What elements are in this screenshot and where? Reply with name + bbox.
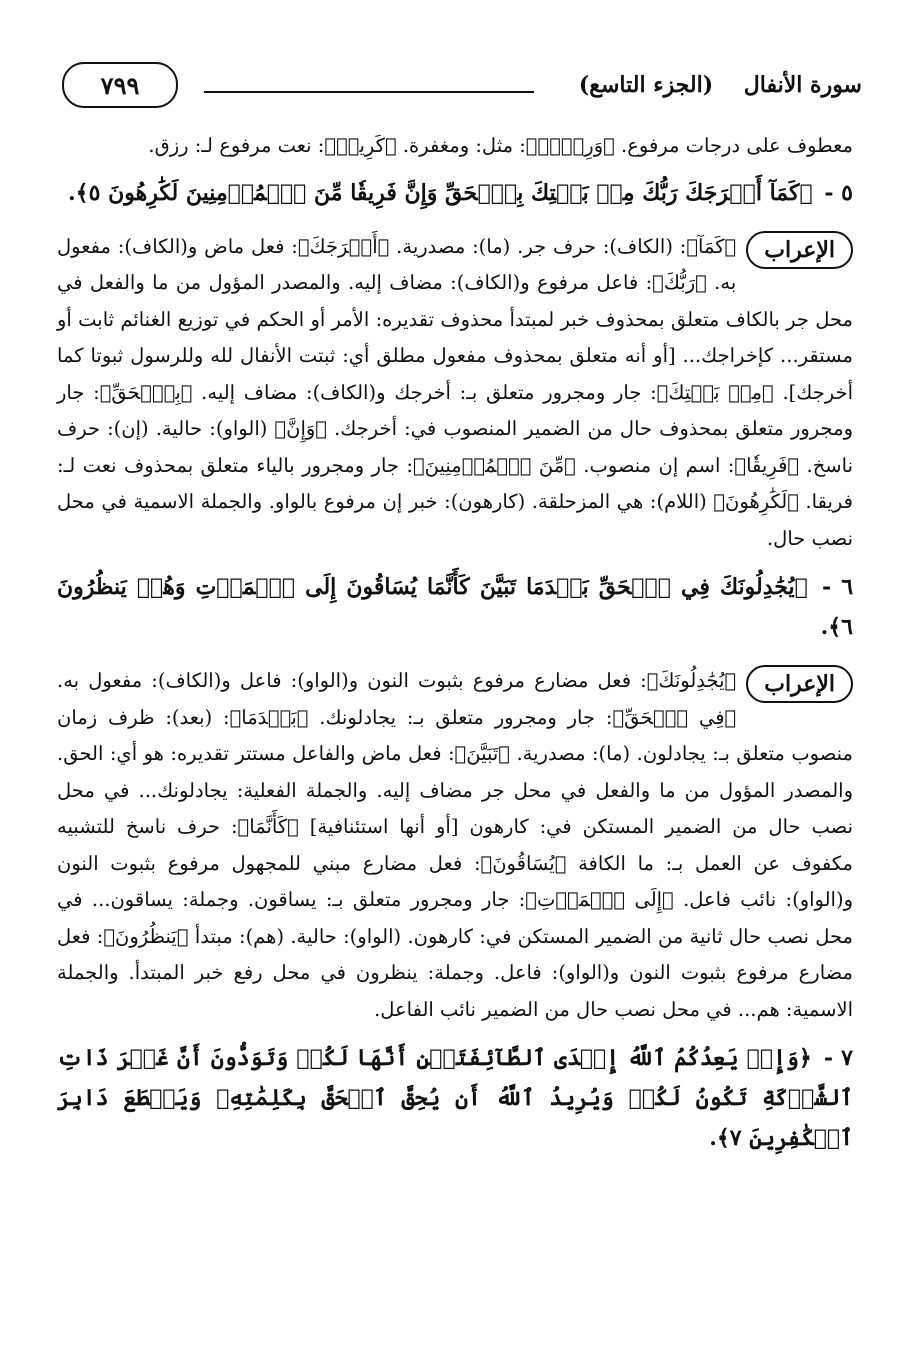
verse-7	[57, 1038, 853, 1158]
part-label: (الجزء التاسع)	[578, 72, 714, 98]
page-body	[57, 128, 853, 1174]
verse-number: ٦ -	[821, 574, 854, 600]
verse-text: ﴿يُجَٰدِلُونَكَ فِي ٱلۡحَقِّ بَعۡدَمَا تَبَيَّنَ كَأَنَّمَا يُسَاقُونَ إِلَى ٱلۡمَوۡتِ وَهُمۡ يَنظُرُونَ ٦﴾.	[57, 574, 853, 640]
irab-badge: الإعراب	[746, 665, 853, 703]
irab-text: ﴿يُجَٰدِلُونَكَ﴾: فعل مضارع مرفوع بثبوت النون و(الواو): فاعل و(الكاف): مفعول به. ﴿فِي ٱلۡحَقِّ﴾: جار ومجرور متعلق بـ: يجادلونك. ﴿بَعۡدَمَا﴾: (بعد): ظرف زمان منصوب متعلق بـ: يجادلون. (ما): مصدرية. ﴿تَبَيَّنَ﴾: فعل ماض والفاعل مستتر تقديره: هو أي: الحق. والمصدر المؤول من ما والفعل في محل جر مضاف إليه. والجملة الفعلية: يجادلونك... في محل نصب حال من الضمير المستكن في: كارهون [أو أنها استئنافية] ﴿كَأَنَّمَا﴾: حرف ناسخ للتشبيه مكفوف عن العمل بـ: ما الكافة ﴿يُسَاقُونَ﴾: فعل مضارع مبني للمجهول مرفوع بثبوت النون و(الواو): نائب فاعل. ﴿إِلَى ٱلۡمَوۡتِ﴾: جار ومجرور متعلق بـ: يساقون. وجملة: يساقون... في محل نصب حال ثانية من الضمير المستكن في: كارهون. (الواو): حالية. (هم): مبتدأ ﴿يَنظُرُونَ﴾: فعل مضارع مرفوع بثبوت النون و(الواو): فاعل. وجملة: ينظرون في محل رفع خبر المبتدأ. والجملة الاسمية: هم... في محل نصب حال من الضمير نائب الفاعل.	[57, 669, 853, 1021]
verse-6	[57, 567, 853, 647]
intro-paragraph: معطوف على درجات مرفوع. ﴿وَرِزۡقٞ﴾: مثل: ومغفرة. ﴿كَرِيمٞ﴾: نعت مرفوع لـ: رزق.	[148, 134, 853, 157]
irab-text: ﴿كَمَآ﴾: (الكاف): حرف جر. (ما): مصدرية. ﴿أَخۡرَجَكَ﴾: فعل ماض و(الكاف): مفعول به. ﴿رَبُّكَ﴾: فاعل مرفوع و(الكاف): مضاف إليه. والمصدر المؤول من ما والفعل في محل جر بالكاف متعلق بمحذوف خبر لمبتدأ محذوف تقديره: الأمر أو الحكم في توزيع الغنائم ثابت أو مستقر... كإخراجك... [أو أنه متعلق بمحذوف مفعول مطلق أي: ثبتت الأنفال لله وللرسول ثبوتا كما أخرجك]. ﴿مِنۢ بَيۡتِكَ﴾: جار ومجرور متعلق بـ: أخرجك و(الكاف): مضاف إليه. ﴿بِٱلۡحَقِّ﴾: جار ومجرور متعلق بمحذوف حال من الضمير المنصوب في: أخرجك. ﴿وَإِنَّ﴾ (الواو): حالية. (إن): حرف ناسخ. ﴿فَرِيقٗا﴾: اسم إن منصوب. ﴿مِّنَ ٱلۡمُؤۡمِنِينَ﴾: جار ومجرور بالياء متعلق بمحذوف نعت لـ: فريقا. ﴿لَكَٰرِهُونَ﴾ (اللام): هي المزحلقة. (كارهون): خبر إن مرفوع بالواو. والجملة الاسمية في محل نصب حال.	[57, 234, 853, 550]
verse-number: ٧ -	[823, 1045, 853, 1071]
surah-name: سورة الأنفال	[743, 72, 862, 98]
verse-text: ﴿وَإِذۡ يَعِدُكُمُ ٱللَّهُ إِحۡدَى ٱلطَّآئِفَتَيۡنِ أَنَّهَا لَكُمۡ وَتَوَدُّونَ أَنَّ غَيۡرَ ذَاتِ ٱلشَّوۡكَةِ تَكُونُ لَكُمۡ وَيُرِيدُ ٱللَّهُ أَن يُحِقَّ ٱلۡحَقَّ بِكَلِمَٰتِهِۦ وَيَقۡطَعَ دَابِرَ ٱلۡكَٰفِرِينَ ٧﴾.	[57, 1045, 853, 1151]
verse-text: ﴿كَمَآ أَخۡرَجَكَ رَبُّكَ مِنۢ بَيۡتِكَ بِٱلۡحَقِّ وَإِنَّ فَرِيقٗا مِّنَ ٱلۡمُؤۡمِنِينَ لَكَٰرِهُونَ ٥﴾.	[68, 179, 813, 206]
header-rule	[204, 91, 534, 93]
irab-section-5	[57, 229, 853, 558]
irab-badge: الإعراب	[746, 231, 853, 269]
verse-5	[57, 173, 853, 213]
page-number: ٧٩٩	[62, 62, 178, 108]
irab-section-6	[57, 663, 853, 1028]
running-title	[579, 72, 862, 98]
page-header	[62, 62, 862, 112]
verse-number: ٥ -	[824, 179, 853, 206]
